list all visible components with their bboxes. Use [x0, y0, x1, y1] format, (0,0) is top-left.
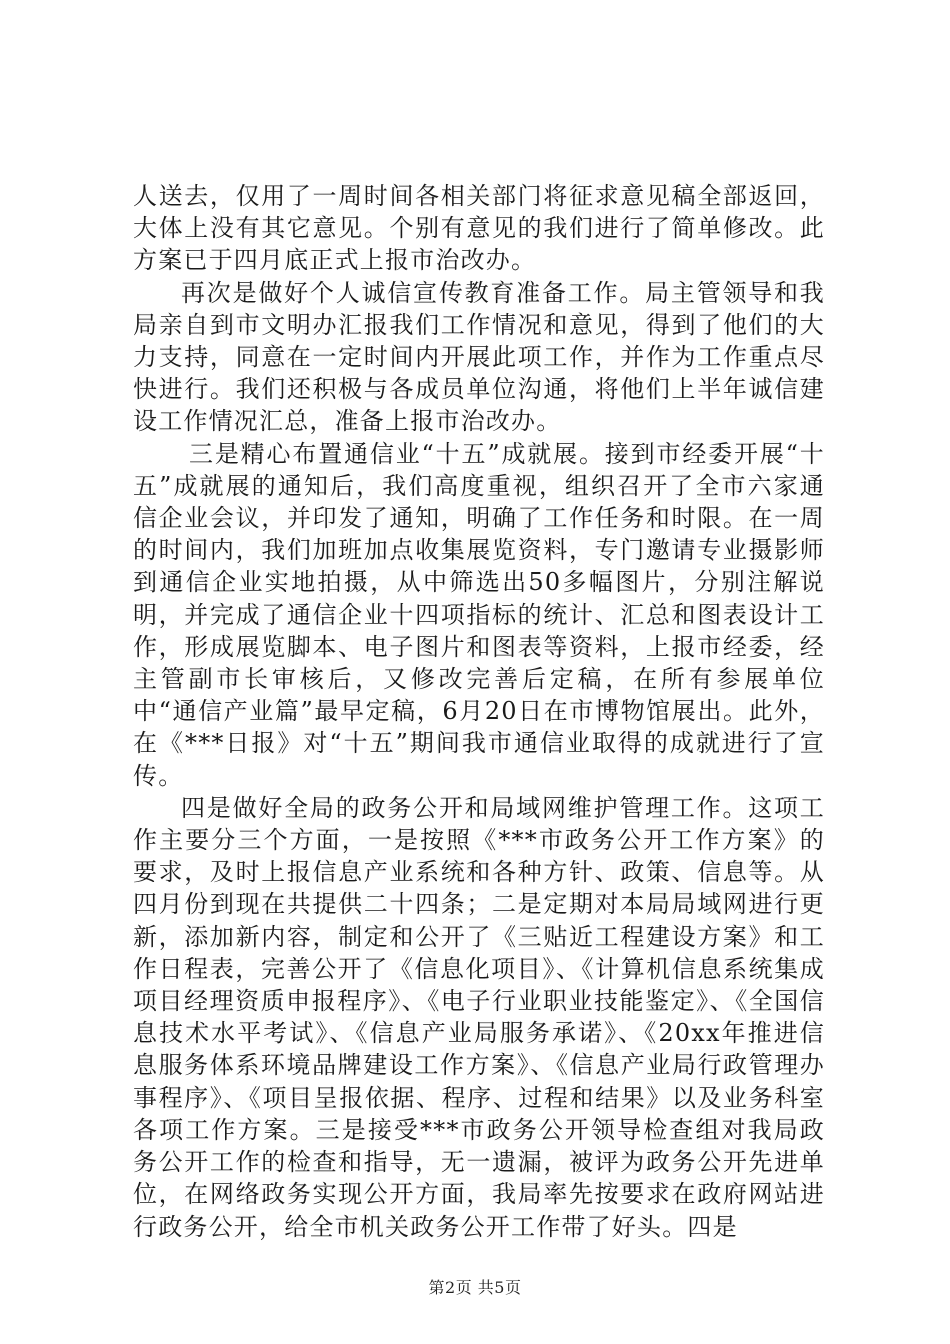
document-body	[133, 180, 825, 1243]
paragraph-1: 人送去，仅用了一周时间各相关部门将征求意见稿全部返回，大体上没有其它意见。个别有意见的我们进行了简单修改。此方案已于四月底正式上报市治改办。	[133, 182, 825, 275]
paragraph-4: 四是做好全局的政务公开和局域网维护管理工作。这项工作主要分三个方面，一是按照《***市政务公开工作方案》的要求，及时上报信息产业系统和各种方针、政策、信息等。从四月份到现在共提供二十四条；二是定期对本局局域网进行更新，添加新内容，制定和公开了《三贴近工程建设方案》和工作日程表，完善公开了《信息化项目》、《计算机信息系统集成项目经理资质申报程序》、《电子行业职业技能鉴定》、《全国信息技术水平考试》、《信息产业局服务承诺》、《20xx年推进信息服务体系环境品牌建设工作方案》、《信息产业局行政管理办事程序》、《项目呈报依据、程序、过程和结果》以及业务科室各项工作方案。三是接受***市政务公开领导检查组对我局政务公开工作的检查和指导，无一遗漏，被评为政务公开先进单位，在网络政务实现公开方面，我局率先按要求在政府网站进行政务公开，给全市机关政务公开工作带了好头。四是	[133, 793, 825, 1241]
paragraph-2: 再次是做好个人诚信宣传教育准备工作。局主管领导和我局亲自到市文明办汇报我们工作情况和意见，得到了他们的大力支持，同意在一定时间内开展此项工作，并作为工作重点尽快进行。我们还积极与各成员单位沟通，将他们上半年诚信建设工作情况汇总，准备上报市治改办。	[133, 278, 825, 436]
paragraph-3: 三是精心布置通信业“十五”成就展。接到市经委开展“十五”成就展的通知后，我们高度重视，组织召开了全市六家通信企业会议，并印发了通知，明确了工作任务和时限。在一周的时间内，我们加班加点收集展览资料，专门邀请专业摄影师到通信企业实地拍摄，从中筛选出50多幅图片，分别注解说明，并完成了通信企业十四项指标的统计、汇总和图表设计工作，形成展览脚本、电子图片和图表等资料，上报市经委，经主管副市长审核后，又修改完善后定稿，在所有参展单位中“通信产业篇”最早定稿，6月20日在市博物馆展出。此外，在《***日报》对“十五”期间我市通信业取得的成就进行了宣传。	[133, 439, 825, 790]
page-number-footer: 第2页 共5页	[428, 1278, 522, 1297]
